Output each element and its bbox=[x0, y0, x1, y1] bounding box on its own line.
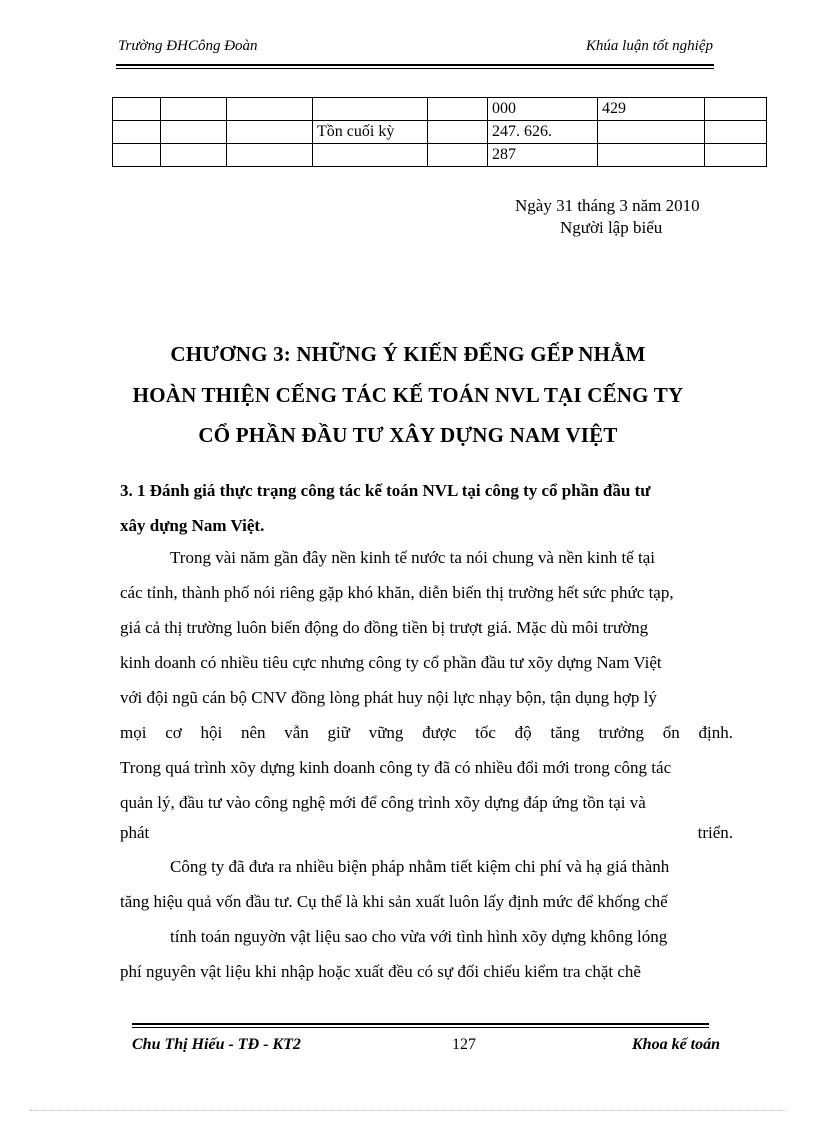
chapter-title-line-2: HOÀN THIỆN CẾNG TÁC KẾ TOÁN NVL TẠI CẾNG TY bbox=[132, 383, 684, 407]
paragraph-line: giá cả thị trường luôn biến động do đồng tiền bị trượt giá. Mặc dù môi trường bbox=[120, 618, 649, 637]
chapter-title-line-3: CỔ PHẦN ĐẦU TƯ XÂY DỰNG NAM VIỆT bbox=[198, 423, 618, 447]
footer-rule-thin bbox=[132, 1027, 709, 1028]
table-cell bbox=[428, 144, 488, 167]
paragraph-line: quản lý, đầu tư vào công nghệ mới để công trình xõy dựng đáp ứng tồn tại và bbox=[120, 793, 646, 812]
table-cell: 429 bbox=[598, 98, 705, 121]
signature-date: Ngày 31 tháng 3 năm 2010 bbox=[515, 196, 700, 215]
section-heading-line-1: 3. 1 Đánh giá thực trạng công tác kế toán NVL tại công ty cổ phần đầu tư bbox=[120, 481, 651, 500]
table-cell bbox=[161, 121, 227, 144]
table-cell bbox=[705, 144, 767, 167]
table-cell bbox=[227, 144, 313, 167]
paragraph-line: Trong quá trình xõy dựng kinh doanh công ty đã có nhiều đổi mới trong công tác bbox=[120, 758, 672, 777]
footer-rule bbox=[132, 1023, 709, 1025]
footer-faculty: Khoa kế toán bbox=[632, 1036, 721, 1053]
table-cell bbox=[313, 98, 428, 121]
chapter-title-line-1: CHƯƠNG 3: NHỮNG Ý KIẾN ĐỂNG GẾP NHẰM bbox=[170, 342, 646, 366]
table-cell bbox=[161, 98, 227, 121]
section-heading-line-2: xây dựng Nam Việt. bbox=[120, 516, 265, 535]
inventory-table bbox=[112, 97, 767, 167]
paragraph-line: kinh doanh có nhiều tiêu cực nhưng công ty cổ phần đầu tư xõy dựng Nam Việt bbox=[120, 653, 662, 672]
table-cell: Tồn cuối kỳ bbox=[313, 121, 428, 144]
header-thesis: Khúa luận tốt nghiệp bbox=[585, 38, 713, 54]
signature-person: Người lập biểu bbox=[560, 218, 663, 237]
page-header bbox=[118, 38, 713, 66]
header-school: Trường ĐHCông Đoàn bbox=[118, 38, 258, 54]
table-cell bbox=[161, 144, 227, 167]
paragraph-line: các tỉnh, thành phố nói riêng gặp khó khăn, diễn biến thị trường hết sức phức tạp, bbox=[120, 583, 674, 602]
table-cell bbox=[227, 121, 313, 144]
table-cell bbox=[113, 144, 161, 167]
paragraph-line: phát triển. bbox=[120, 823, 733, 842]
table-cell bbox=[598, 144, 705, 167]
table-cell bbox=[313, 144, 428, 167]
table-cell: 287 bbox=[488, 144, 598, 167]
table-row bbox=[113, 144, 767, 167]
header-rule bbox=[116, 64, 714, 66]
paragraph-line: tăng hiệu quả vốn đầu tư. Cụ thể là khi sản xuất luôn lấy định mức để khống chế bbox=[120, 892, 668, 911]
table-cell bbox=[598, 121, 705, 144]
page-bottom-dotted-line bbox=[30, 1110, 786, 1111]
table-cell bbox=[428, 98, 488, 121]
table-cell bbox=[705, 121, 767, 144]
table-cell bbox=[428, 121, 488, 144]
paragraph-line: Trong vài năm gần đây nền kinh tế nước ta nói chung và nền kinh tế tại bbox=[170, 548, 655, 567]
table-row bbox=[113, 98, 767, 121]
table-cell: 000 bbox=[488, 98, 598, 121]
table-cell bbox=[113, 121, 161, 144]
table-cell: 247. 626. bbox=[488, 121, 598, 144]
paragraph-line: tính toán nguyờn vật liệu sao cho vừa với tình hình xõy dựng không lóng bbox=[170, 927, 668, 946]
paragraph-line: phí nguyên vật liệu khi nhập hoặc xuất đều có sự đối chiếu kiểm tra chặt chẽ bbox=[120, 962, 641, 981]
footer-author: Chu Thị Hiếu - TĐ - KT2 bbox=[132, 1036, 301, 1053]
table-row bbox=[113, 121, 767, 144]
table-cell bbox=[227, 98, 313, 121]
paragraph-line: với đội ngũ cán bộ CNV đồng lòng phát huy nội lực nhạy bộn, tận dụng hợp lý bbox=[120, 688, 657, 707]
page-number: 127 bbox=[452, 1036, 476, 1053]
paragraph-line: Công ty đã đưa ra nhiều biện pháp nhằm tiết kiệm chi phí và hạ giá thành bbox=[170, 857, 670, 876]
header-rule-thin bbox=[116, 68, 714, 69]
paragraph-line: mọi cơ hội nên vẫn giữ vững được tốc độ tăng trưởng ổn định. bbox=[120, 723, 733, 742]
table-cell bbox=[113, 98, 161, 121]
table-cell bbox=[705, 98, 767, 121]
